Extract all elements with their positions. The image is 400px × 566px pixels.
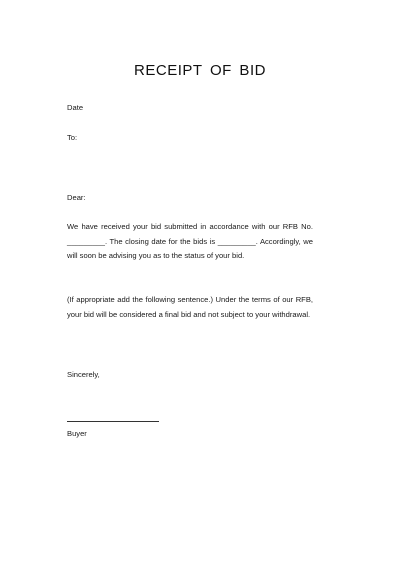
date-label: Date — [67, 103, 84, 112]
body-paragraph-2: (If appropriate add the following sentence.) Under the terms of our RFB, your bid will be considered a final bid and not subject to your withdrawal. — [67, 295, 313, 319]
body-paragraph-1: We have received your bid submitted in accordance with our RFB No. _________. The closing date for the bids is _________. Accordingly, we will soon be advising you as to the status of your bid. — [67, 222, 313, 260]
closing: Sincerely, — [67, 370, 100, 379]
to-label: To: — [67, 133, 78, 142]
signer-label: Buyer — [67, 429, 87, 438]
document-title: RECEIPT OF BID — [134, 62, 266, 79]
signature-line — [67, 421, 159, 422]
salutation: Dear: — [67, 193, 86, 202]
